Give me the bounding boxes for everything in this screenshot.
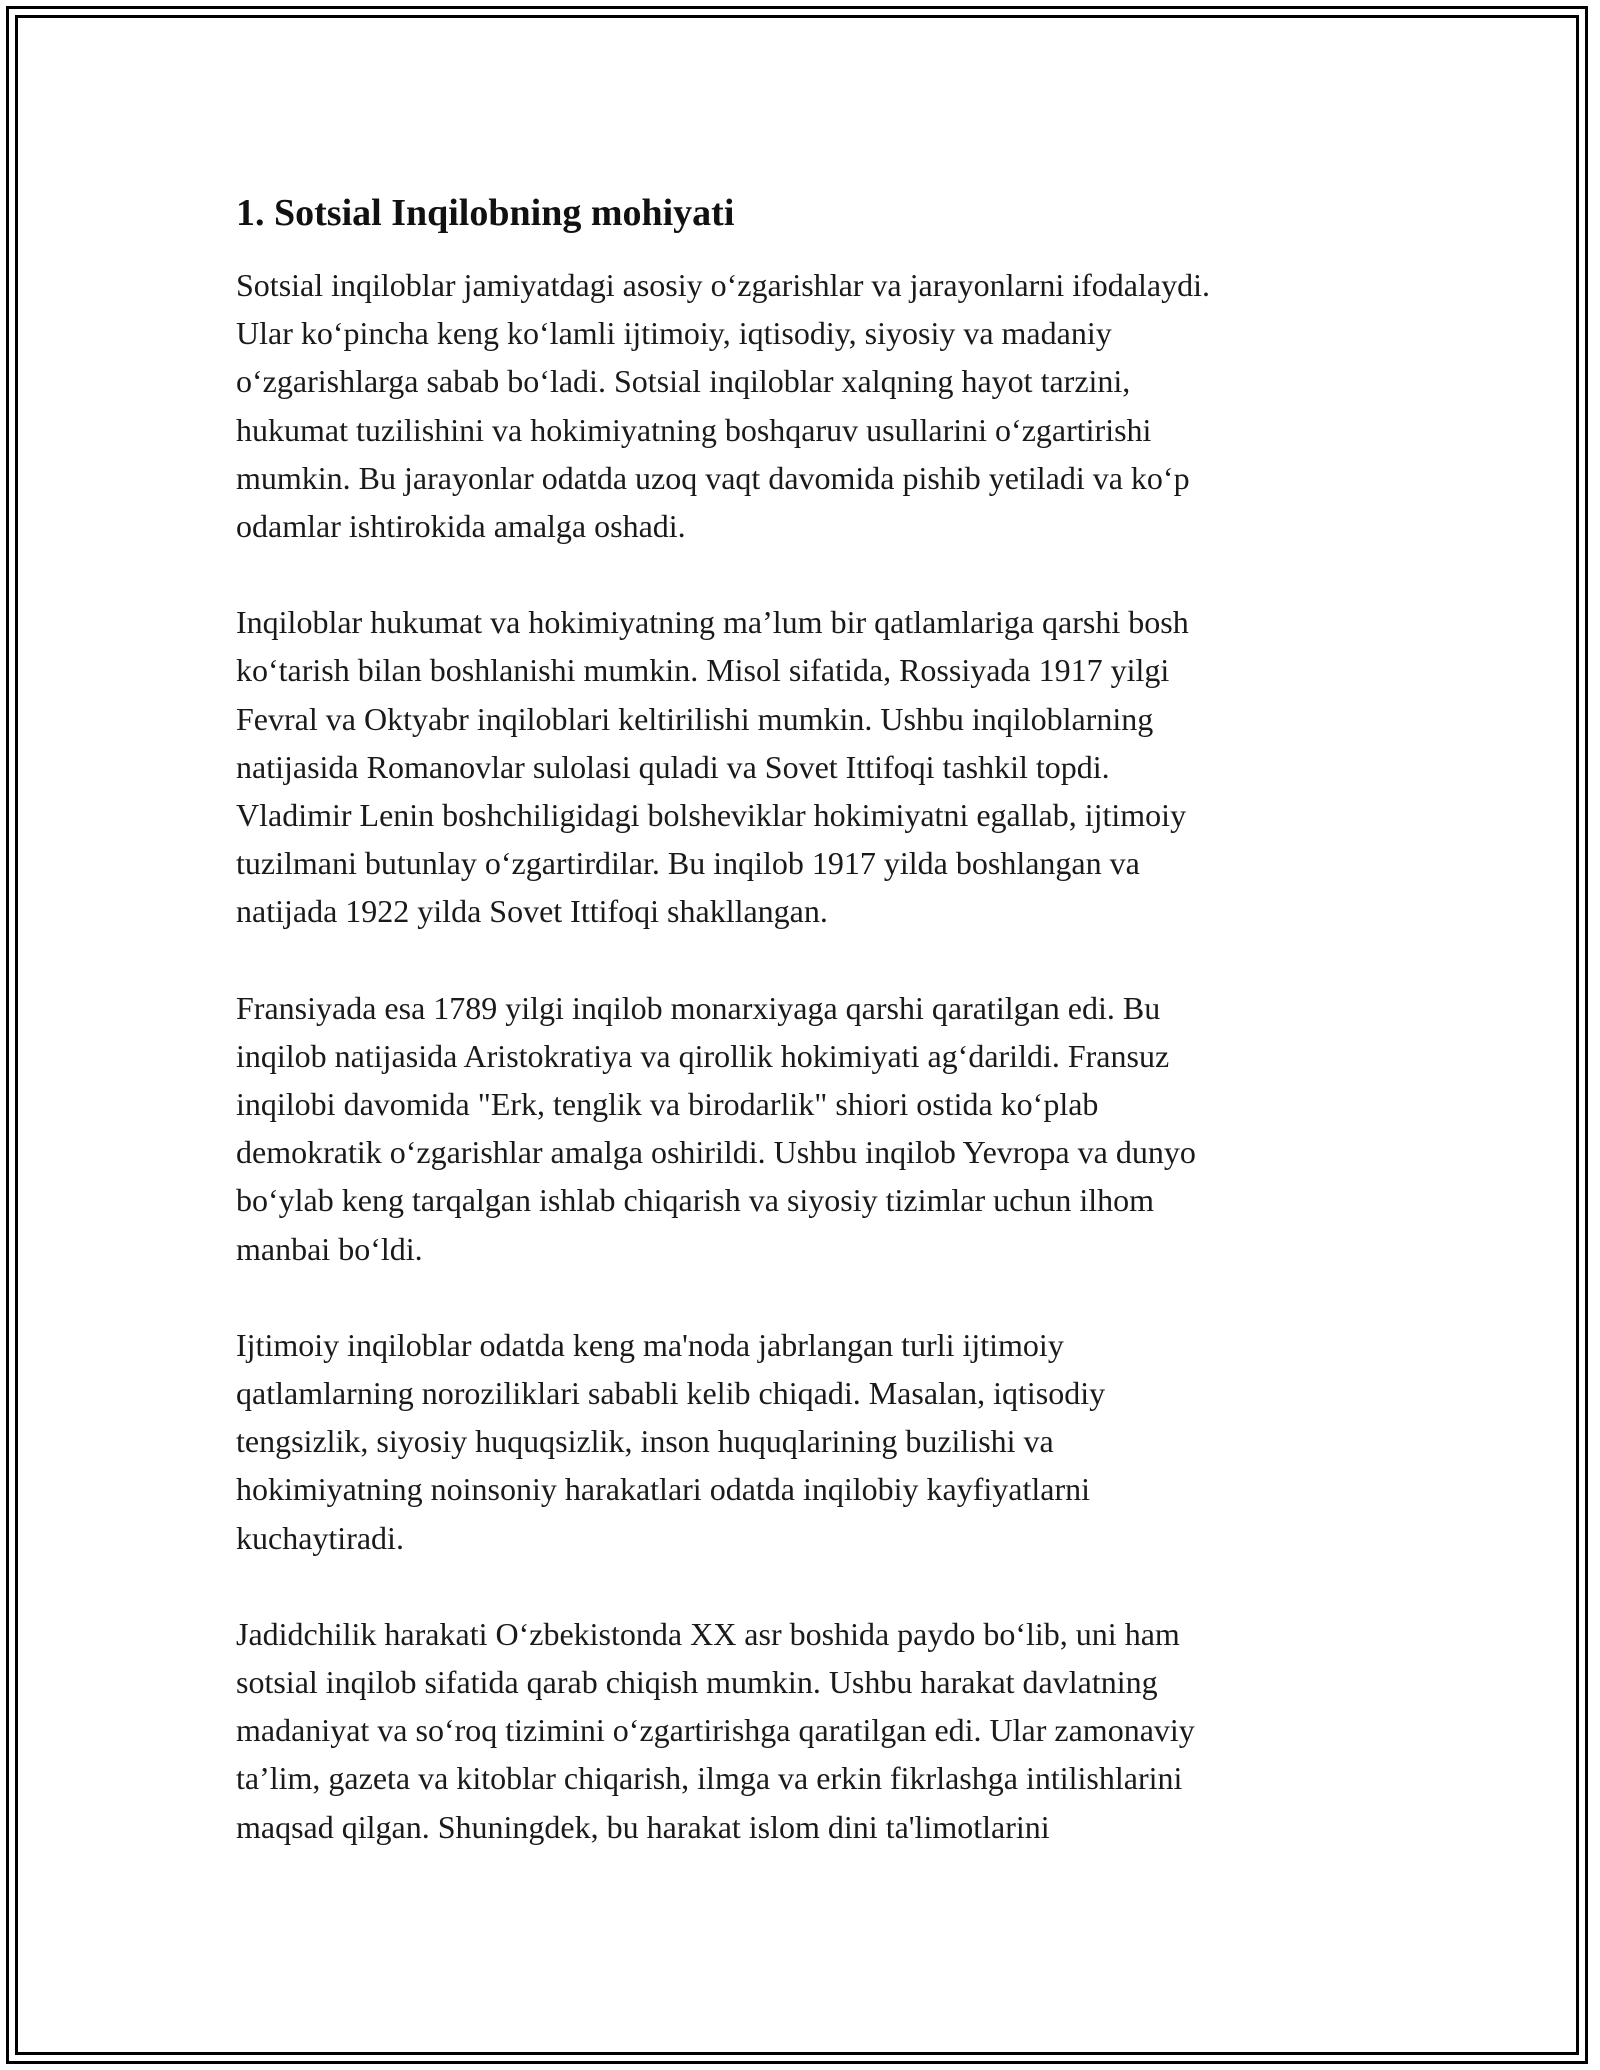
paragraph-2 [236, 598, 1386, 935]
text-line: hokimiyatning noinsoniy harakatlari odatda inqilobiy kayfiyatlarni [236, 1471, 1091, 1508]
text-line: maqsad qilgan. Shuningdek, bu harakat islom dini ta'limotlarini [236, 1808, 1050, 1845]
document-body [236, 185, 1386, 1899]
text-line: madaniyat va so‘roq tizimini o‘zgartirishga qaratilgan edi. Ular zamonaviy [236, 1712, 1195, 1749]
text-line: manbai bo‘ldi. [236, 1230, 423, 1267]
paragraph-1 [236, 261, 1386, 550]
text-line: ta’lim, gazeta va kitoblar chiqarish, ilmga va erkin fikrlashga intilishlarini [236, 1760, 1183, 1797]
text-line: Inqiloblar hukumat va hokimiyatning ma’lum bir qatlamlariga qarshi bosh [236, 604, 1189, 641]
text-line: bo‘ylab keng tarqalgan ishlab chiqarish va siyosiy tizimlar uchun ilhom [236, 1182, 1155, 1219]
paragraph-5 [236, 1610, 1386, 1851]
text-line: hukumat tuzilishini va hokimiyatning boshqaruv usullarini o‘zgartirishi [236, 411, 1152, 448]
text-line: odamlar ishtirokida amalga oshadi. [236, 508, 686, 545]
text-line: natijada 1922 yilda Sovet Ittifoqi shakllangan. [236, 893, 828, 930]
text-line: o‘zgarishlarga sabab bo‘ladi. Sotsial inqiloblar xalqning hayot tarzini, [236, 363, 1131, 400]
text-line: inqilobi davomida "Erk, tenglik va birodarlik" shiori ostida ko‘plab [236, 1086, 1099, 1123]
text-line: ko‘tarish bilan boshlanishi mumkin. Misol sifatida, Rossiyada 1917 yilgi [236, 652, 1170, 689]
text-line: natijasida Romanovlar sulolasi quladi va Sovet Ittifoqi tashkil topdi. [236, 748, 1110, 785]
paragraph-3 [236, 984, 1386, 1273]
text-line: Ular ko‘pincha keng ko‘lamli ijtimoiy, iqtisodiy, siyosiy va madaniy [236, 315, 1112, 352]
paragraph-4 [236, 1321, 1386, 1562]
text-line: demokratik o‘zgarishlar amalga oshirildi. Ushbu inqilob Yevropa va dunyo [236, 1134, 1196, 1171]
text-line: kuchaytiradi. [236, 1519, 404, 1556]
text-line: sotsial inqilob sifatida qarab chiqish mumkin. Ushbu harakat davlatning [236, 1664, 1158, 1701]
text-line: tengsizlik, siyosiy huquqsizlik, inson huquqlarining buzilishi va [236, 1423, 1054, 1460]
text-line: Fevral va Oktyabr inqiloblari keltirilishi mumkin. Ushbu inqiloblarning [236, 700, 1154, 737]
text-line: mumkin. Bu jarayonlar odatda uzoq vaqt davomida pishib yetiladi va ko‘p [236, 459, 1190, 496]
section-heading: 1. Sotsial Inqilobning mohiyati [236, 192, 735, 234]
text-line: qatlamlarning noroziliklari sababli kelib chiqadi. Masalan, iqtisodiy [236, 1375, 1106, 1412]
text-line: Sotsial inqiloblar jamiyatdagi asosiy o‘zgarishlar va jarayonlarni ifodalaydi. [236, 267, 1210, 303]
text-line: inqilob natijasida Aristokratiya va qirollik hokimiyati ag‘darildi. Fransuz [236, 1037, 1170, 1074]
text-line: Vladimir Lenin boshchiligidagi bolsheviklar hokimiyatni egallab, ijtimoiy [236, 797, 1187, 834]
text-line: Fransiyada esa 1789 yilgi inqilob monarxiyaga qarshi qaratilgan edi. Bu [236, 989, 1161, 1026]
text-line: Jadidchilik harakati O‘zbekistonda XX asr boshida paydo bo‘lib, uni ham [236, 1615, 1180, 1652]
text-line: tuzilmani butunlay o‘zgartirdilar. Bu inqilob 1917 yilda boshlangan va [236, 845, 1140, 882]
text-line: Ijtimoiy inqiloblar odatda keng ma'noda jabrlangan turli ijtimoiy [236, 1326, 1064, 1363]
